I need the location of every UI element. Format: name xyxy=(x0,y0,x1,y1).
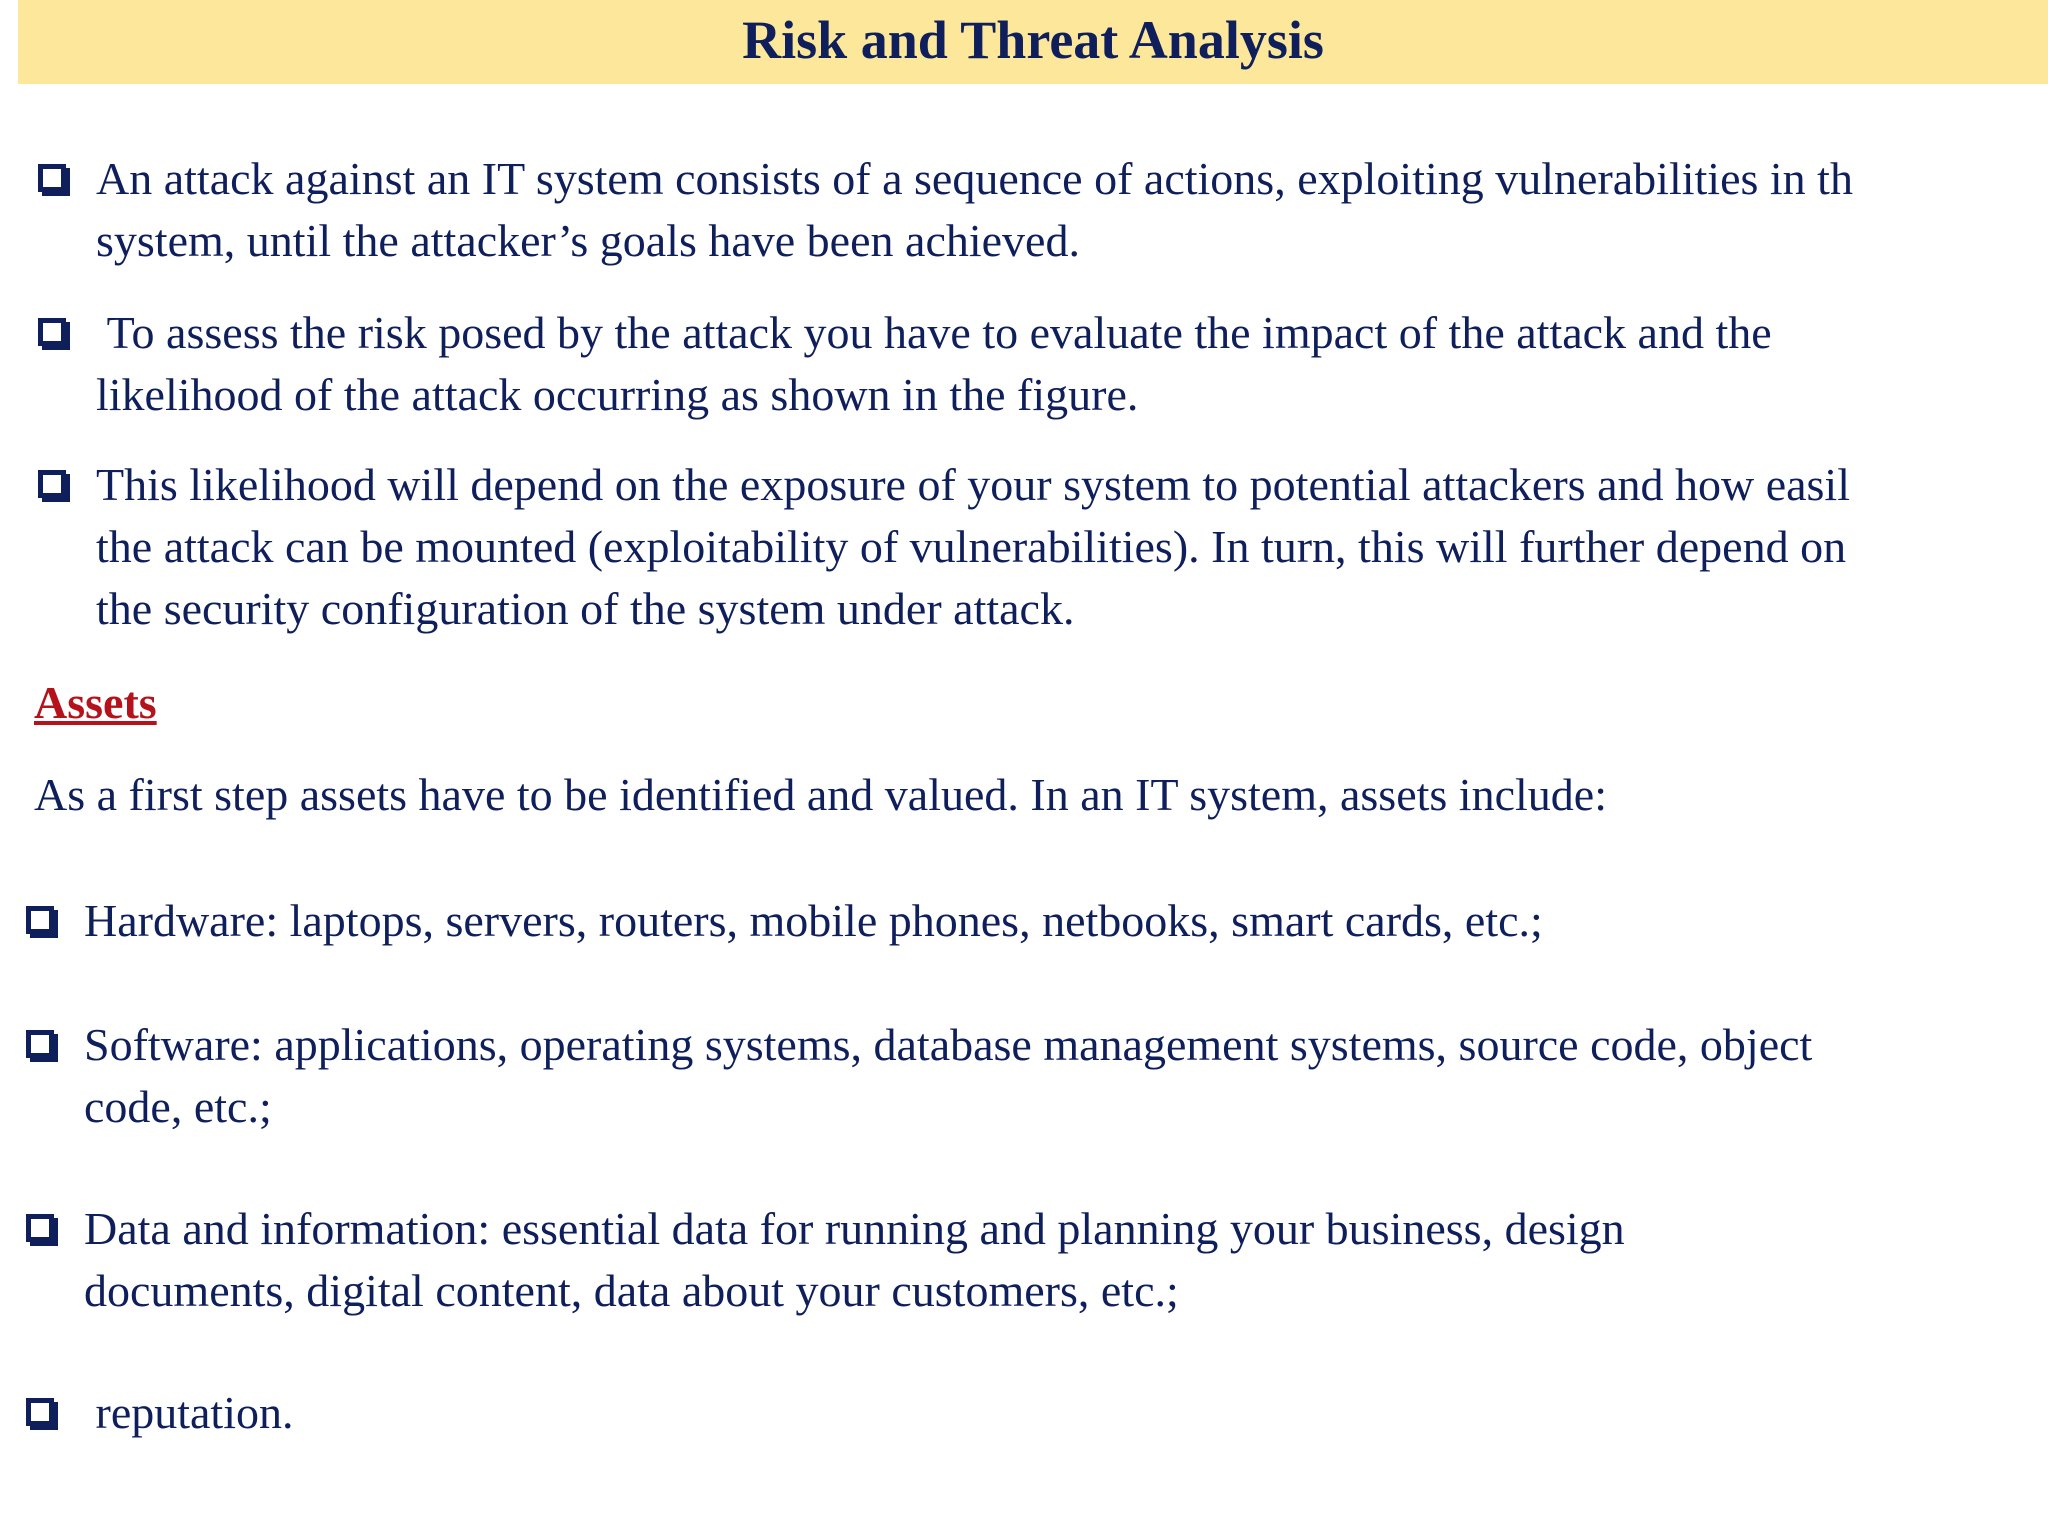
bullet-likelihood xyxy=(96,454,1850,640)
bullet-assess-risk xyxy=(96,302,1772,426)
bullet-line: reputation. xyxy=(84,1387,294,1438)
bullet-line: documents, digital content, data about your customers, etc.; xyxy=(84,1265,1179,1316)
assets-intro: As a first step assets have to be identified and valued. In an IT system, assets include: xyxy=(34,769,1607,820)
title-bar xyxy=(18,0,2048,84)
page-title: Risk and Threat Analysis xyxy=(742,10,1324,70)
bullet-line: the security configuration of the system under attack. xyxy=(96,583,1075,634)
bullet-line: To assess the risk posed by the attack you have to evaluate the impact of the attack and the xyxy=(96,307,1772,358)
bullet-reputation xyxy=(84,1382,294,1444)
bullet-software xyxy=(84,1014,1812,1138)
bullet-line: Hardware: laptops, servers, routers, mobile phones, netbooks, smart cards, etc.; xyxy=(84,895,1543,946)
checkbox-bullet-icon xyxy=(26,1398,54,1426)
bullet-attack-sequence xyxy=(96,148,1853,272)
checkbox-bullet-icon xyxy=(38,164,66,192)
checkbox-bullet-icon xyxy=(26,1214,54,1242)
checkbox-bullet-icon xyxy=(26,1030,54,1058)
assets-heading: Assets xyxy=(34,677,157,728)
bullet-hardware xyxy=(84,890,1543,952)
bullet-line: system, until the attacker’s goals have been achieved. xyxy=(96,215,1080,266)
bullet-line: code, etc.; xyxy=(84,1081,272,1132)
bullet-line: Software: applications, operating systems, database management systems, source code, object xyxy=(84,1019,1813,1070)
checkbox-bullet-icon xyxy=(38,470,66,498)
bullet-line: Data and information: essential data for running and planning your business, design xyxy=(84,1203,1625,1254)
checkbox-bullet-icon xyxy=(26,906,54,934)
bullet-line: This likelihood will depend on the exposure of your system to potential attackers and how easil xyxy=(96,459,1850,510)
bullet-data-information xyxy=(84,1198,1625,1322)
checkbox-bullet-icon xyxy=(38,318,66,346)
bullet-line: likelihood of the attack occurring as shown in the figure. xyxy=(96,369,1139,420)
bullet-line: An attack against an IT system consists of a sequence of actions, exploiting vulnerabilities in th xyxy=(96,153,1853,204)
bullet-line: the attack can be mounted (exploitability of vulnerabilities). In turn, this will further depend on xyxy=(96,521,1847,572)
